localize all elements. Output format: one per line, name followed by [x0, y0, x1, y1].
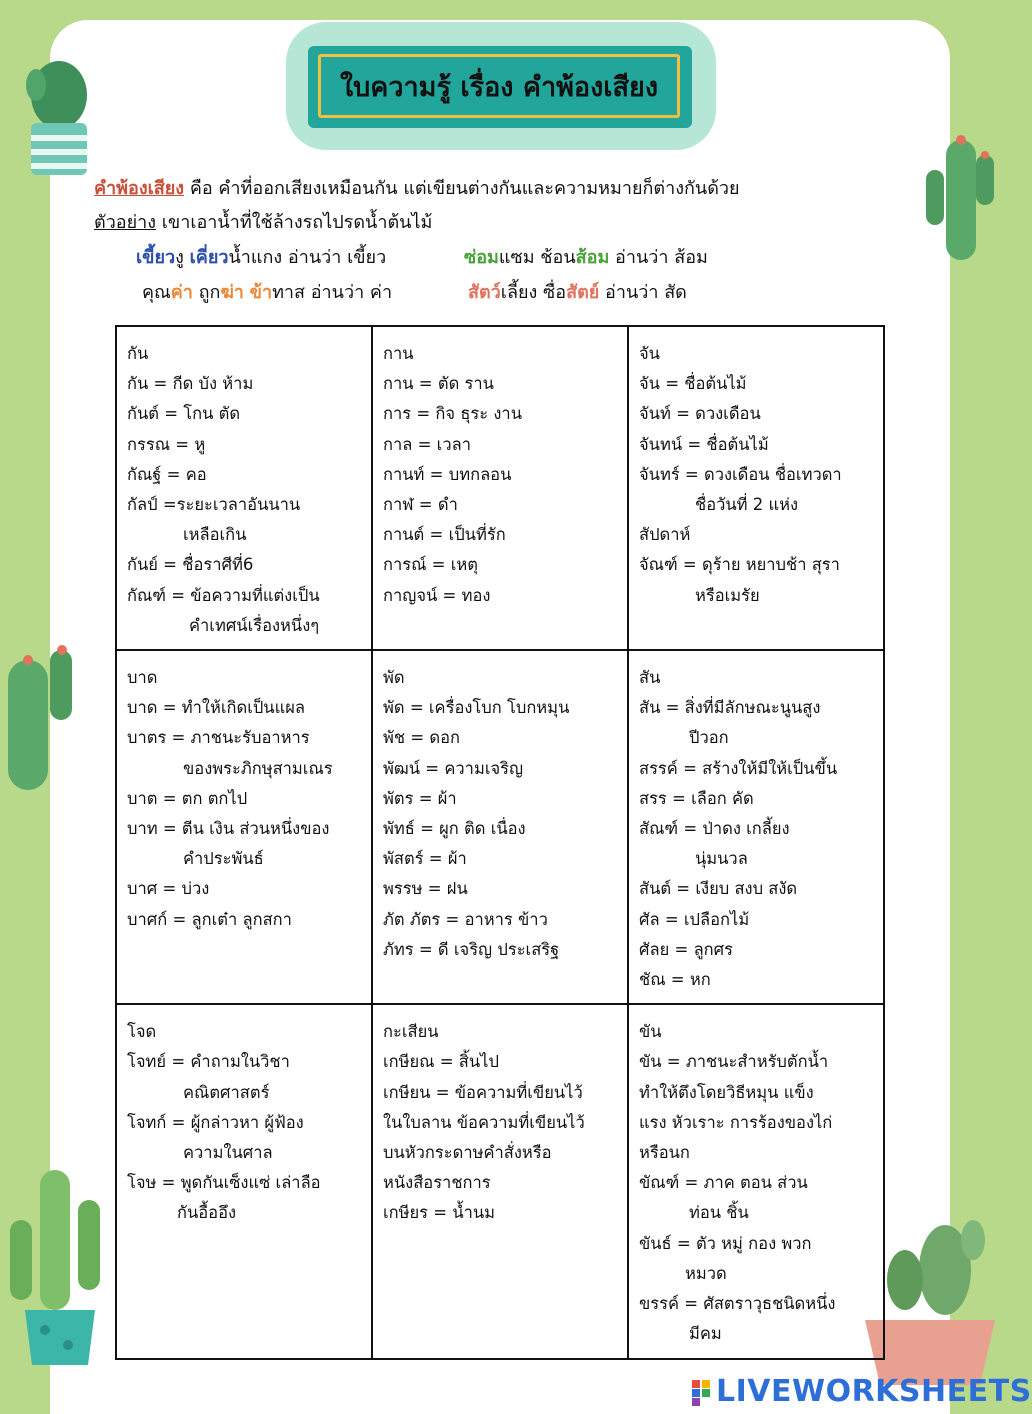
cactus-top-right-icon — [918, 120, 1000, 260]
entry-continuation: หนังสือราชการ — [383, 1173, 491, 1193]
entry: เกษียน = ข้อความที่เขียนไว้ — [383, 1082, 583, 1102]
entry: กาญจน์ = ทอง — [383, 585, 491, 605]
entry: การณ์ = เหตุ — [383, 555, 478, 575]
table-cell — [116, 326, 372, 650]
example-fragment: อ่านว่า สัด — [599, 282, 687, 303]
entry: จันทน์ = ชื่อต้นไม้ — [639, 434, 769, 454]
homophone-table — [115, 325, 885, 1360]
example-fragment: งู — [175, 247, 190, 268]
entry-continuation: แรง หัวเราะ การร้องของไก่ — [639, 1112, 833, 1132]
highlight-word: ฆ่า — [220, 282, 244, 303]
example-fragment: คุณ — [142, 282, 171, 303]
entry: กานต์ = เป็นที่รัก — [383, 525, 506, 545]
cell-heading: กาน — [383, 344, 414, 363]
example-fragment: ทาส อ่านว่า ค่า — [272, 282, 393, 303]
entry-continuation: กันอื้ออึง — [177, 1203, 237, 1223]
entry: พัทธ์ = ผูก ติด เนื่อง — [383, 819, 526, 839]
highlight-word: สัตว์ — [468, 282, 501, 303]
entry: บาตร = ภาชนะรับอาหาร — [127, 728, 310, 748]
cell-heading: บาด — [127, 668, 158, 688]
example-fragment: แซม ช้อน — [498, 247, 576, 268]
entry: ศัลย = ลูกศร — [639, 939, 734, 959]
entry-continuation: เหลือเกิน — [183, 525, 247, 545]
example-item — [142, 277, 392, 306]
highlight-word: เขี้ยว — [136, 247, 176, 268]
liveworksheets-logo[interactable] — [692, 1374, 1032, 1409]
highlight-word: เคี่ยว — [189, 247, 229, 268]
cell-heading: จัน — [639, 344, 660, 363]
entry: สัณฑ์ = ป่าดง เกลี้ยง — [639, 819, 790, 839]
entry: กัลป์ =ระยะเวลาอันนาน — [127, 495, 301, 515]
entry: ศัล = เปลือกไม้ — [639, 909, 750, 929]
entry: กานท์ = บทกลอน — [383, 464, 512, 484]
entry: กรรณ = หู — [127, 434, 206, 454]
entry: บาศก์ = ลูกเต๋า ลูกสกา — [127, 909, 292, 929]
entry: กาฬ = ดำ — [383, 495, 458, 515]
entry-continuation: มีคม — [689, 1324, 722, 1344]
entry-continuation: ทำให้ตึงโดยวิธีหมุน แข็ง — [639, 1082, 814, 1102]
entry-continuation: ท่อน ชิ้น — [689, 1203, 749, 1223]
entry-continuation: คำเทศน์เรื่องหนึ่งๆ — [189, 615, 320, 635]
entry-continuation: ปีวอก — [689, 728, 729, 748]
entry: ขรรค์ = ศัสตราวุธชนิดหนึ่ง — [639, 1294, 836, 1314]
example-fragment: น้ำแกง อ่านว่า เขี้ยว — [228, 247, 387, 268]
cell-heading: สัน — [639, 668, 661, 688]
intro-section — [94, 172, 924, 240]
entry: การ = กิจ ธุระ งาน — [383, 404, 522, 424]
entry-continuation: หมวด — [685, 1263, 727, 1283]
entry: พัช = ดอก — [383, 728, 461, 748]
cell-heading: ขัน — [639, 1022, 662, 1042]
entry: กัณฑ์ = ข้อความที่แต่งเป็น — [127, 585, 320, 605]
table-cell — [628, 326, 884, 650]
entry: โจษ = พูดกันเซ็งแซ่ เล่าลือ — [127, 1173, 321, 1193]
entry: ชัณ = หก — [639, 970, 711, 990]
entry-continuation: ชื่อวันที่ 2 แห่ง — [695, 495, 799, 515]
entry: จันทร์ = ดวงเดือน ชื่อเทวดา — [639, 464, 842, 484]
cell-heading: พัด — [383, 668, 405, 688]
page-title: ใบความรู้ เรื่อง คำพ้องเสียง — [339, 71, 659, 103]
example-fragment: อ่านว่า ส้อม — [609, 247, 708, 268]
definition-text: คือ คำที่ออกเสียงเหมือนกัน แต่เขียนต่างกันและความหมายก็ต่างกันด้วย — [184, 178, 740, 199]
highlight-word: สัตย์ — [566, 282, 600, 303]
entry: พัตร = ผ้า — [383, 788, 457, 808]
entry-continuation: หรือเมรัย — [695, 585, 760, 605]
table-cell — [116, 1004, 372, 1358]
highlight-word: ซ่อม — [464, 247, 499, 268]
entry: กาน = ตัด ราน — [383, 374, 494, 394]
entry: กัน = กีด บัง ห้าม — [127, 374, 254, 394]
entry-continuation: คณิตศาสตร์ — [183, 1082, 270, 1102]
table-cell — [628, 1004, 884, 1358]
entry-continuation: หรือนก — [639, 1143, 690, 1163]
cactus-left-middle-icon — [0, 640, 85, 790]
table-row — [116, 1004, 884, 1358]
example-item — [468, 277, 687, 306]
definition-line — [94, 172, 924, 206]
cactus-pot-bottom-left-icon — [0, 1160, 120, 1370]
example-line — [94, 206, 924, 240]
entry: พัฒน์ = ความเจริญ — [383, 758, 524, 778]
entry: โจทย์ = คำถามในวิชา — [127, 1052, 290, 1072]
entry: สันต์ = เงียบ สงบ สงัด — [639, 879, 798, 899]
table-cell — [372, 326, 628, 650]
highlight-word: ค่า — [170, 282, 193, 303]
table-cell — [372, 650, 628, 1004]
entry: สรร = เลือก คัด — [639, 788, 754, 808]
table-row — [116, 326, 884, 650]
entry: บาด = ทำให้เกิดเป็นแผล — [127, 698, 305, 718]
cell-heading: โจด — [127, 1022, 157, 1042]
cactus-pot-top-left-icon — [14, 55, 104, 180]
logo-text: LIVEWORKSHEETS — [716, 1374, 1032, 1409]
keyword: คำพ้องเสียง — [94, 178, 185, 199]
entry: โจทก์ = ผู้กล่าวหา ผู้ฟ้อง — [127, 1112, 304, 1132]
example-label: ตัวอย่าง — [94, 212, 157, 233]
entry: กัณฐ์ = คอ — [127, 464, 207, 484]
entry: จัณฑ์ = ดุร้าย หยาบช้า สุรา — [639, 555, 840, 575]
entry: ภัต ภัตร = อาหาร ข้าว — [383, 909, 548, 929]
example-fragment: เลี้ยง ซื่อ — [500, 282, 567, 303]
entry: กาล = เวลา — [383, 434, 471, 454]
entry: กันต์ = โกน ตัด — [127, 404, 241, 424]
entry: สรรค์ = สร้างให้มีให้เป็นขึ้น — [639, 758, 838, 778]
entry-continuation: บนหัวกระดาษคำสั่งหรือ — [383, 1143, 552, 1163]
entry-continuation: ในใบลาน ข้อความที่เขียนไว้ — [383, 1112, 585, 1132]
title-frame — [318, 54, 680, 118]
entry: บาต = ตก ตกไป — [127, 788, 248, 808]
entry: บาท = ตีน เงิน ส่วนหนึ่งของ — [127, 819, 330, 839]
entry: ขัณฑ์ = ภาค ตอน ส่วน — [639, 1173, 808, 1193]
entry: พรรษ = ฝน — [383, 879, 468, 899]
entry-continuation: คำประพันธ์ — [183, 849, 264, 869]
table-cell — [116, 650, 372, 1004]
entry: สัน = สิ่งที่มีลักษณะนูนสูง — [639, 698, 821, 718]
entry: บาศ = บ่วง — [127, 879, 210, 899]
cell-heading: กัน — [127, 344, 149, 363]
example-item — [136, 242, 386, 271]
entry: พัสตร์ = ผ้า — [383, 849, 467, 869]
entry-continuation: นุ่มนวล — [695, 849, 748, 869]
entry-continuation: สัปดาห์ — [639, 525, 691, 545]
liveworksheets-logo-icon — [692, 1380, 712, 1406]
table-cell — [372, 1004, 628, 1358]
entry: จันท์ = ดวงเดือน — [639, 404, 761, 424]
highlight-word: ข้า — [249, 282, 273, 303]
entry: ขันธ์ = ตัว หมู่ กอง พวก — [639, 1233, 812, 1253]
entry: กันย์ = ชื่อราศีที่6 — [127, 555, 254, 575]
entry: ขัน = ภาชนะสำหรับตักน้ำ — [639, 1052, 829, 1072]
entry: เกษียณ = สิ้นไป — [383, 1052, 499, 1072]
example-item — [464, 242, 708, 271]
entry-continuation: ความในศาล — [183, 1143, 273, 1163]
highlight-word: ส้อม — [575, 247, 610, 268]
table-row — [116, 650, 884, 1004]
entry: เกษียร = น้ำนม — [383, 1203, 496, 1223]
example-fragment: ถูก — [192, 282, 221, 303]
entry: ภัทร = ดี เจริญ ประเสริฐ — [383, 939, 560, 959]
entry-continuation: ของพระภิกษุสามเณร — [183, 758, 333, 778]
cell-heading: กะเสียน — [383, 1022, 439, 1042]
entry: จัน = ชื่อต้นไม้ — [639, 374, 747, 394]
table-cell — [628, 650, 884, 1004]
example-text: เขาเอาน้ำที่ใช้ล้างรถไปรดน้ำต้นไม้ — [156, 212, 433, 233]
entry: พัด = เครื่องโบก โบกหมุน — [383, 698, 570, 718]
